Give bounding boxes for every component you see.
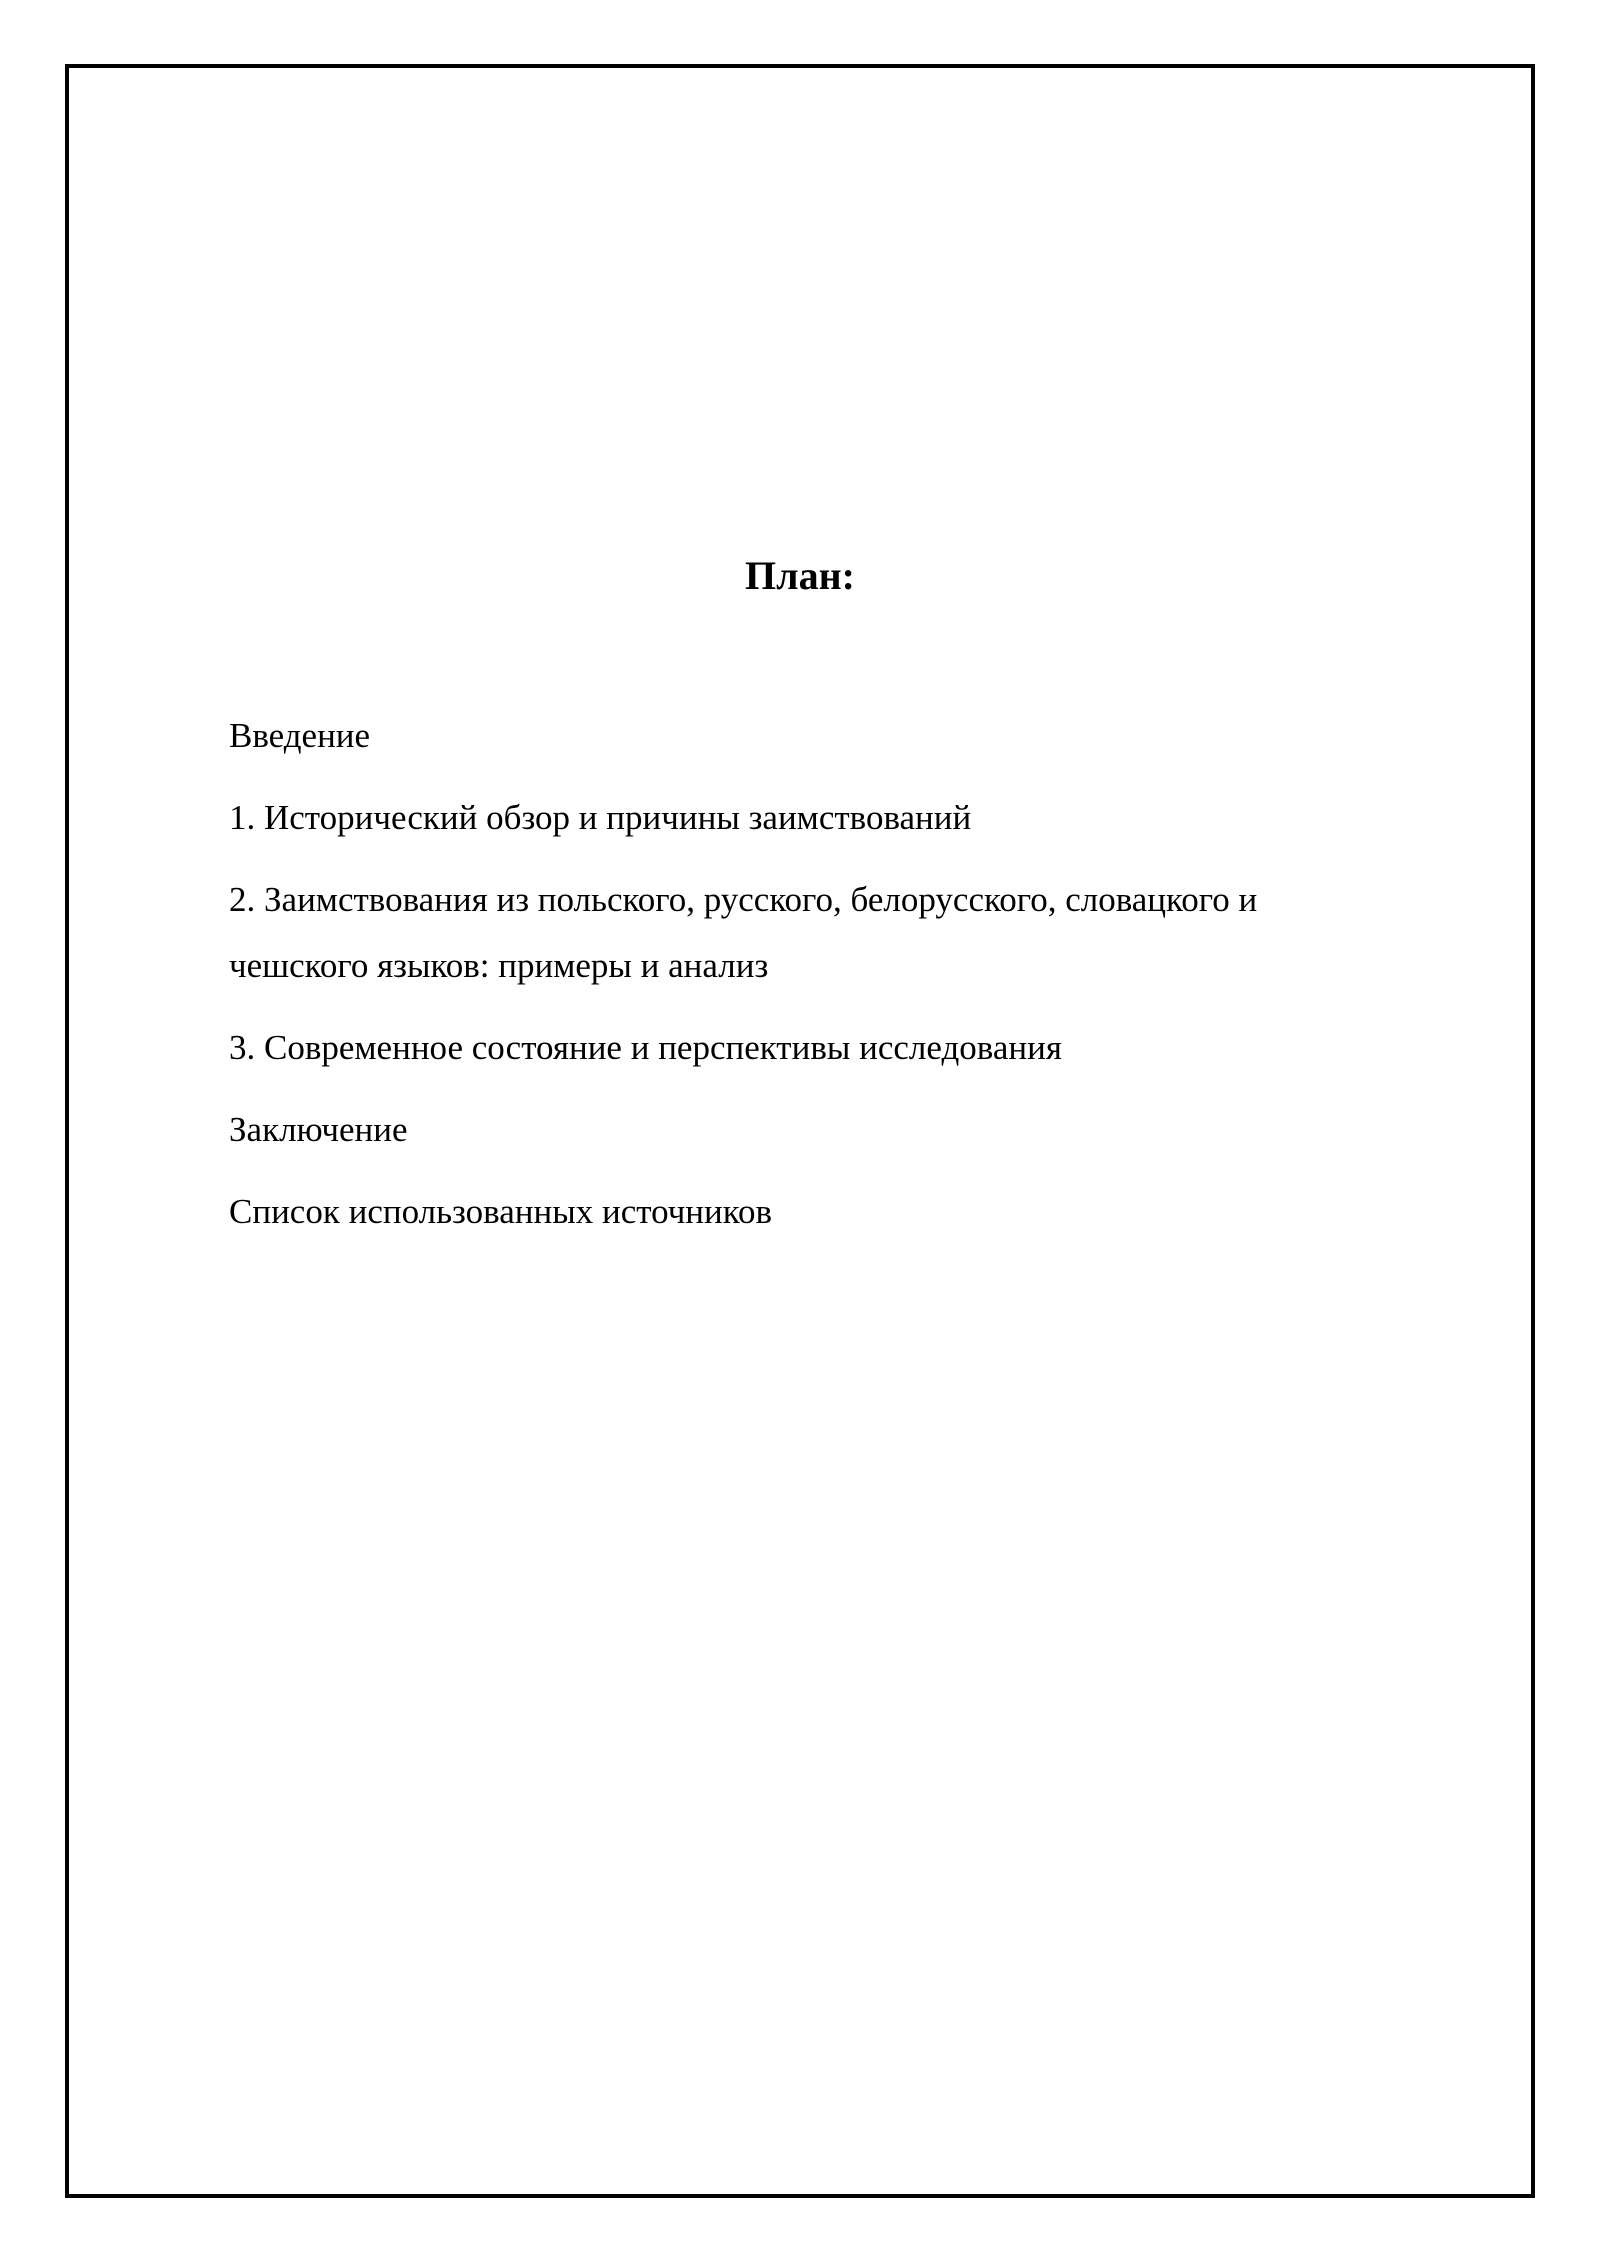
page-title: План:	[745, 553, 855, 598]
plan-item-3: 3. Современное состояние и перспективы исследования	[229, 1028, 1062, 1067]
plan-item-references: Список использованных источников	[229, 1192, 773, 1231]
plan-item-2: 2. Заимствования из польского, русского, белорусского, словацкого и чешского языков: примеры и анализ	[229, 880, 1258, 985]
plan-item-introduction: Введение	[229, 716, 371, 755]
plan-item-1: 1. Исторический обзор и причины заимствований	[229, 798, 972, 837]
plan-list	[229, 703, 1399, 1261]
plan-item-conclusion: Заключение	[229, 1110, 408, 1149]
